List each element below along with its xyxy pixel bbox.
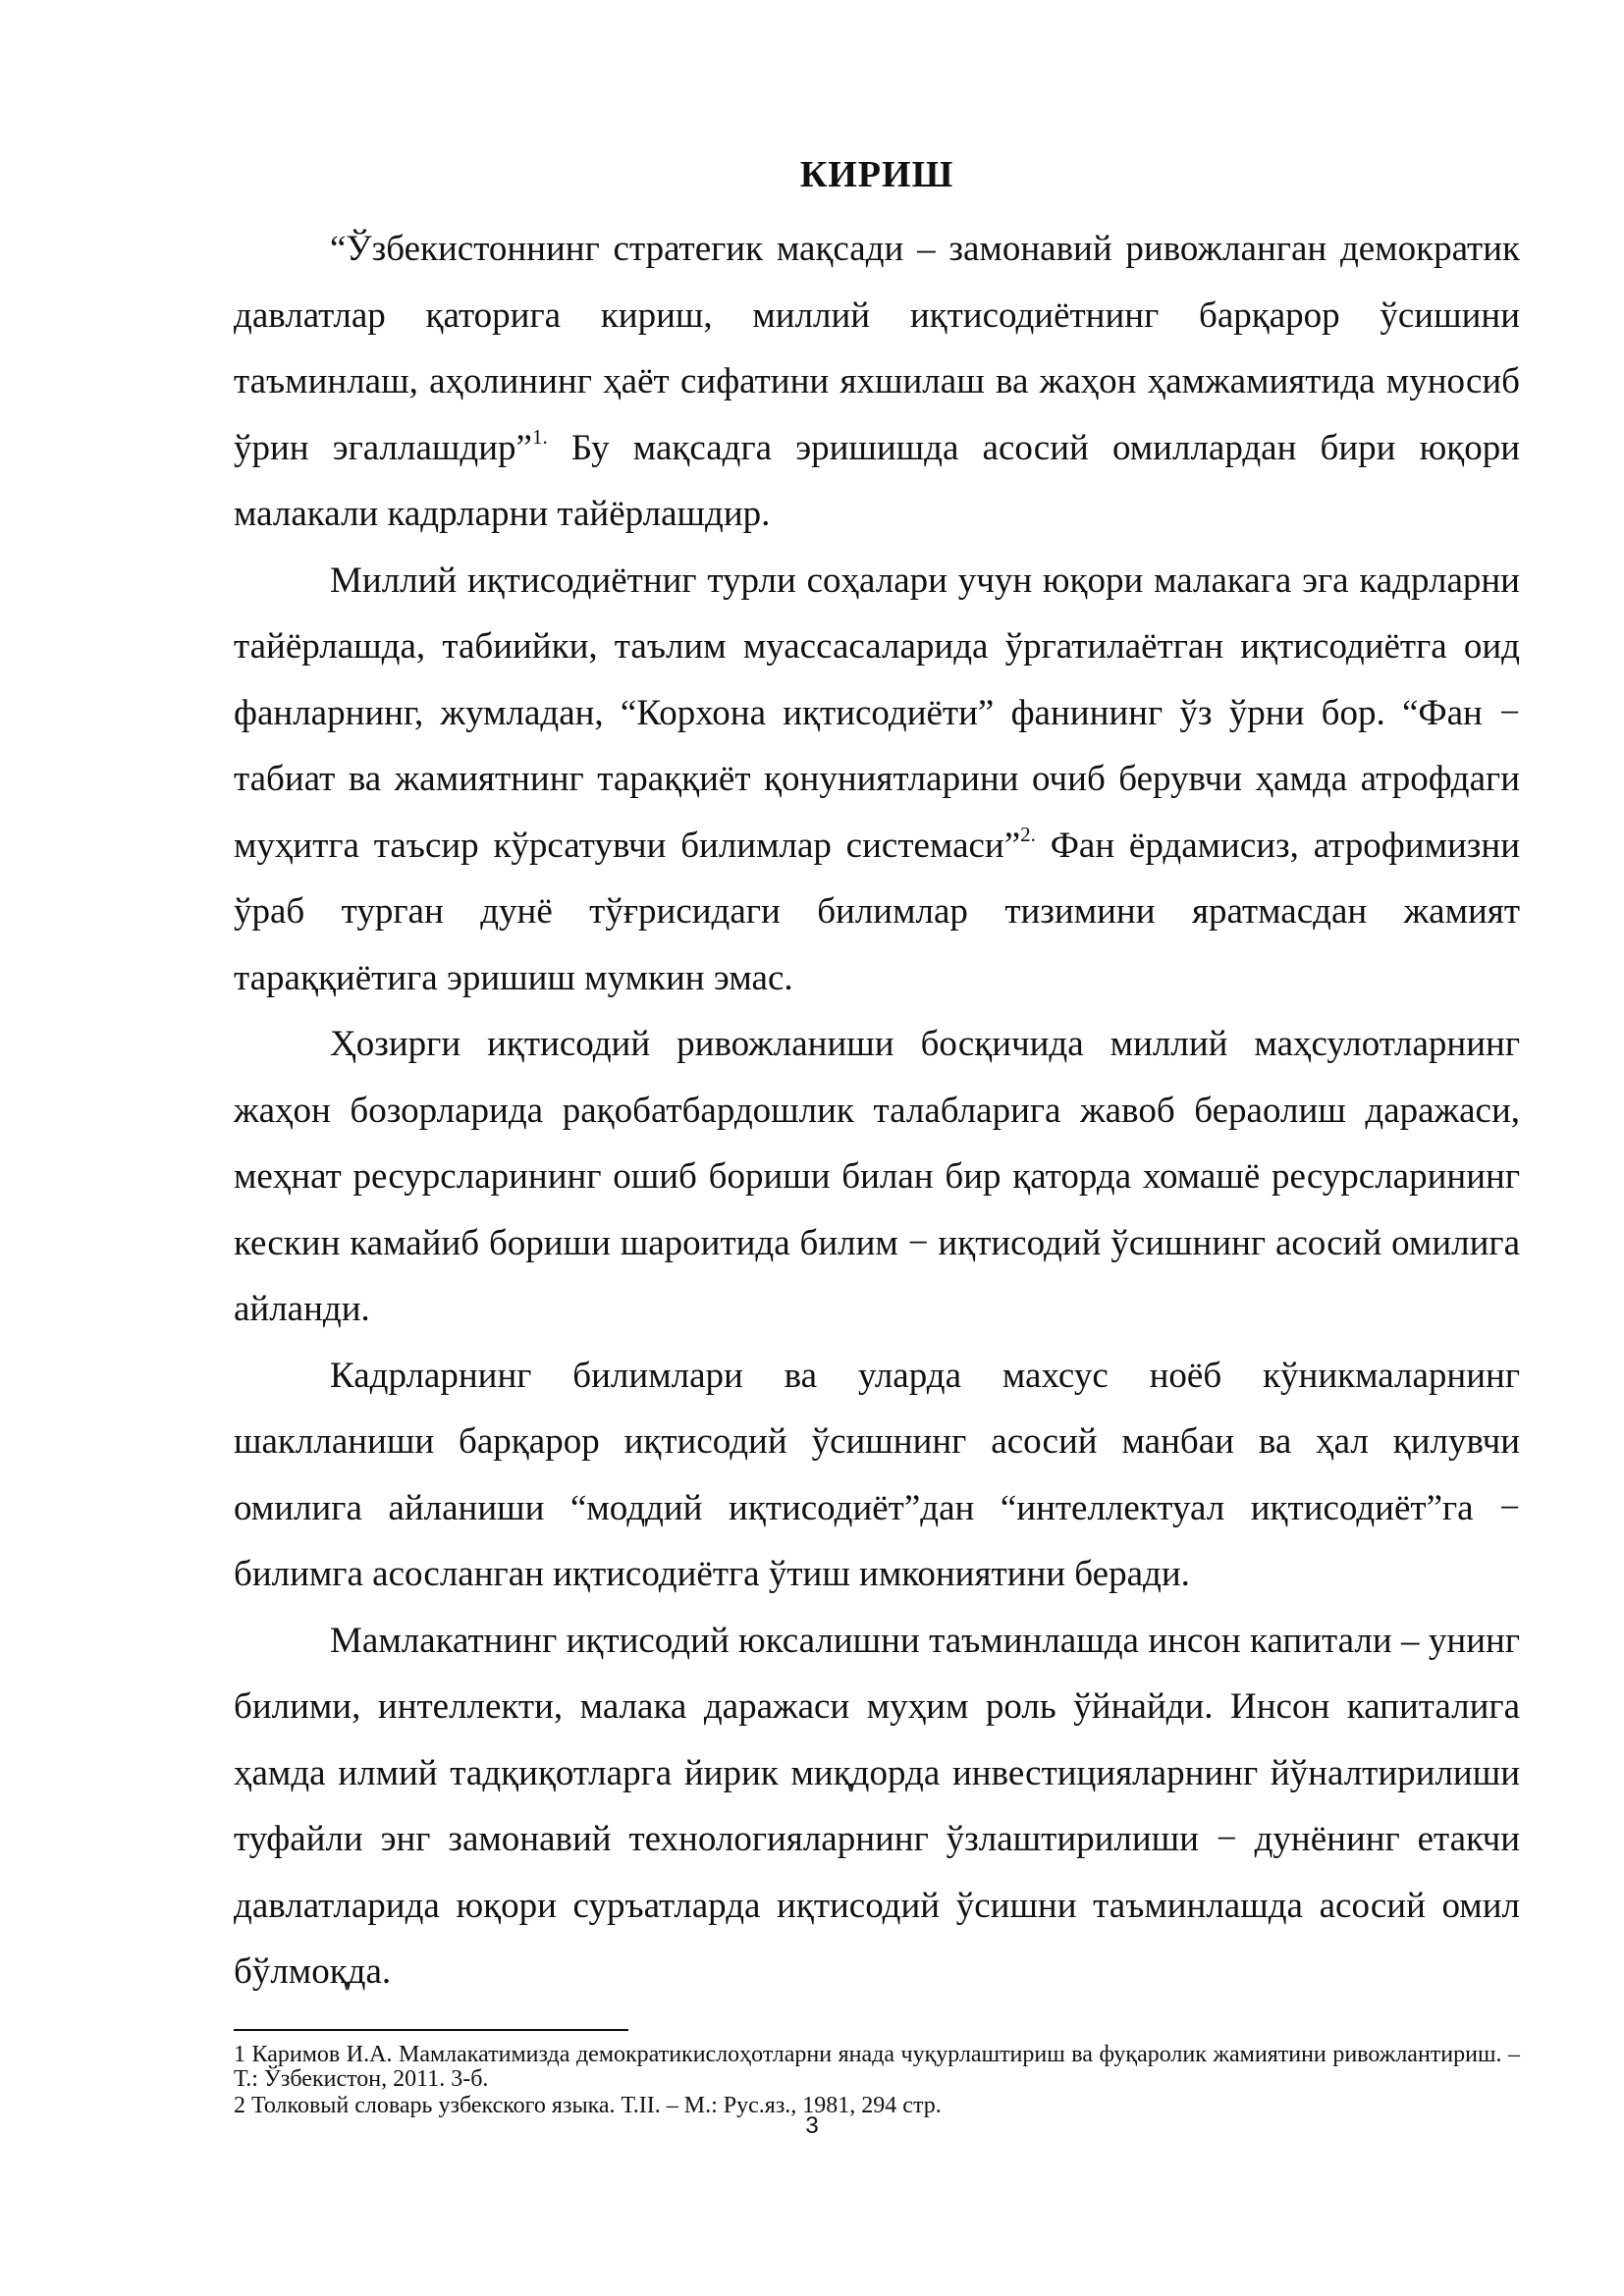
paragraph-1 [234, 216, 1520, 548]
paragraph-5: Мамлакатнинг иқтисодий юксалишни таъминлашда инсон капитали – унинг билими, интеллекти, малака даражаси муҳим роль ўйнайди. Инсон капиталига ҳамда илмий тадқиқотларга йирик миқдорда инвестицияларнинг йўналтирилиши туфайли энг замонавий технологияларнинг ўзлаштирилиши − дунёнинг етакчи давлатларида юқори суръатларда иқтисодий ўсишни таъминлашда асосий омил бўлмоқда. [234, 1620, 1520, 1992]
paragraph-4: Кадрларнинг билимлари ва уларда махсус ноёб кўникмаларнинг шаклланиши барқарор иқтисодий ўсишнинг асосий манбаи ва ҳал қилувчи омилига айланиши “моддий иқтисодиёт”дан “интеллектуал иқтисодиёт”га − билимга асосланган иқтисодиётга ўтиш имкониятини беради. [234, 1355, 1520, 1594]
footnotes [234, 2043, 1520, 2120]
paragraph-2-text: Миллий иқтисодиётниг турли соҳалари учун юқори малакага эга кадрларни тайёрлашда, табиийки, таълим муассасаларида ўргатилаётган иқтисодиётга оид фанларнинг, жумладан, “Корхона иқтисодиёти” фанининг ўз ўрни бор. “Фан − табиат ва жамиятнинг тараққиёт қонуниятларини очиб берувчи ҳамда атрофдаги муҳитга таъсир кўрсатувчи билимлар системаси” [234, 560, 1520, 866]
paragraph-1-text-cont: Бу мақсадга эришишда асосий омиллардан бири юқори малакали кадрларни тайёрлашдир. [234, 427, 1521, 534]
footnote-separator [234, 2029, 628, 2031]
page-number: 3 [805, 2112, 819, 2139]
footnote-2: 2 Толковый словарь узбекского языка. Т.II. – М.: Рус.яз., 1981, 294 стр. [234, 2093, 942, 2118]
page-title: КИРИШ [799, 154, 954, 195]
footnote-ref-2[interactable]: 2. [1020, 822, 1036, 846]
paragraph-1-text: “Ўзбекистоннинг стратегик мақсади – замонавий ривожланган демократик давлатлар қаторига кириш, миллий иқтисодиётнинг барқарор ўсишини таъминлаш, аҳолининг ҳаёт сифатини яхшилаш ва жаҳон ҳамжамиятида муносиб ўрин эгаллашдир” [234, 229, 1520, 468]
paragraph-3: Ҳозирги иқтисодий ривожланиши босқичида миллий маҳсулотларнинг жаҳон бозорларида рақобатбардошлик талабларига жавоб бераолиш даражаси, меҳнат ресурсларининг ошиб бориши билан бир қаторда хомашё ресурсларининг кескин камайиб бориши шароитида билим − иқтисодий ўсишнинг асосий омилига айланди. [234, 1024, 1520, 1329]
paragraph-2-text-cont: Фан ёрдамисиз, атрофимизни ўраб турган дунё тўғрисидаги билимлар тизимини яратмасдан жамият тараққиётига эришиш мумкин эмас. [234, 825, 1520, 998]
footnote-1: 1 Каримов И.А. Мамлакатимизда демократикислоҳотларни янада чуқурлаштириш ва фуқаролик жамиятини ривожлантириш. – Т.: Ўзбекистон, 2011. 3-б. [234, 2042, 1520, 2092]
paragraph-2 [234, 548, 1520, 1012]
document-body [234, 147, 1520, 2005]
footnote-ref-1[interactable]: 1. [531, 424, 548, 449]
